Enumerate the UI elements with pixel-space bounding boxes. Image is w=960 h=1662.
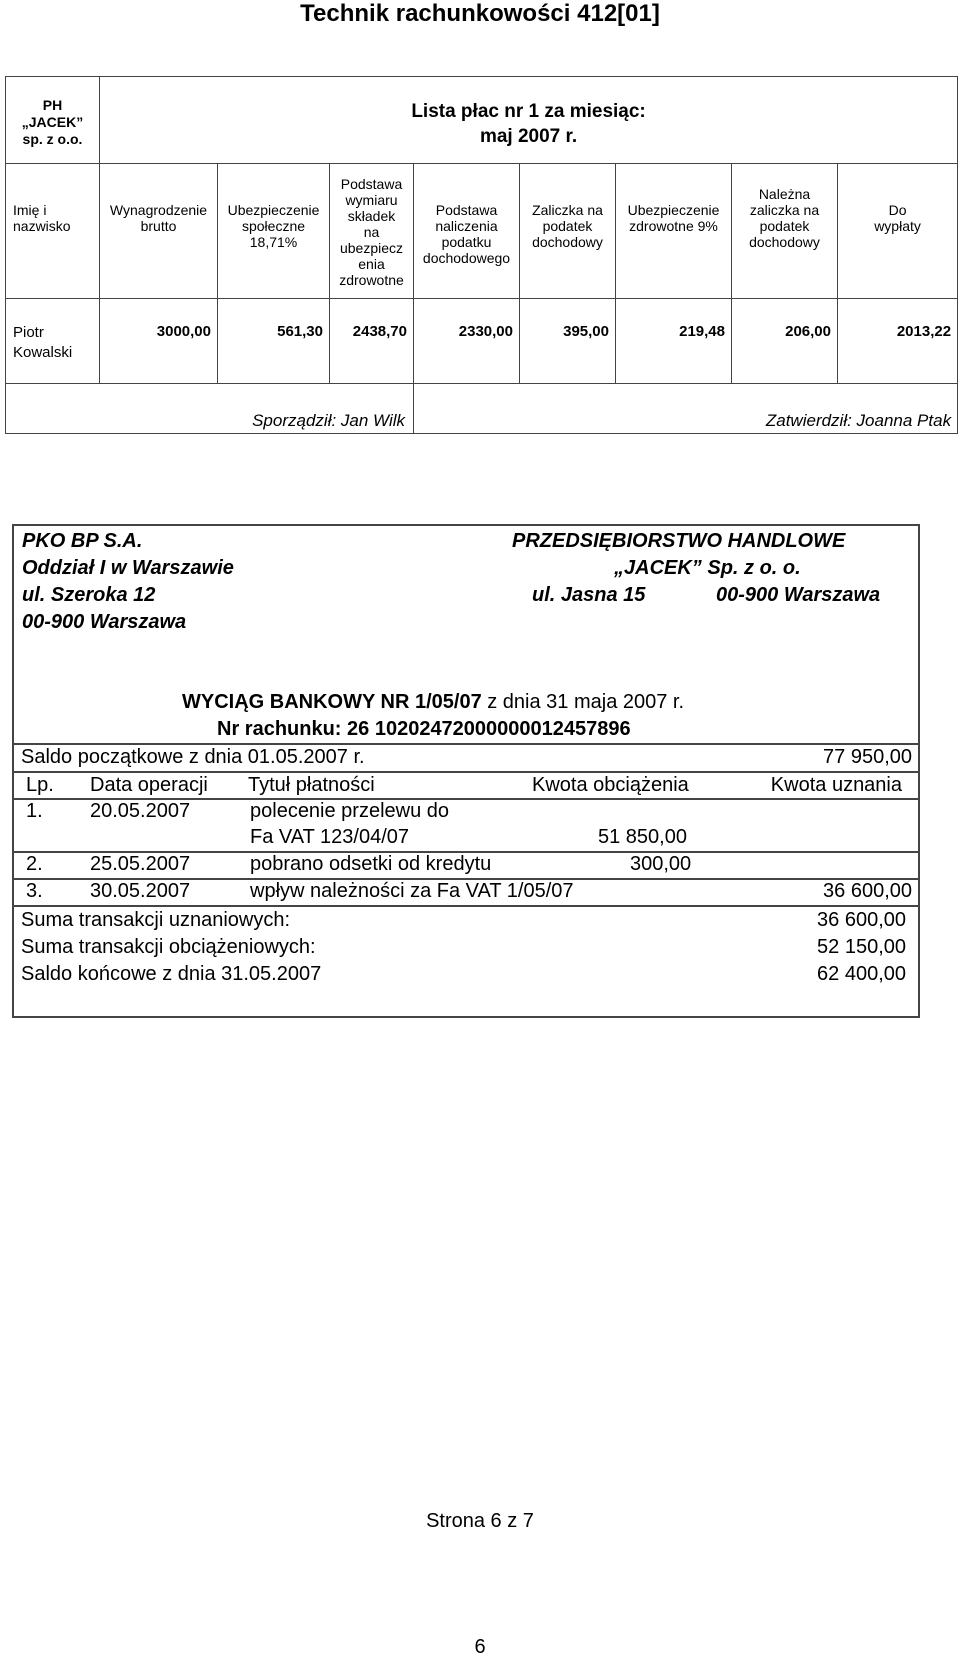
- payroll-heading: Lista płac nr 1 za miesiąc: maj 2007 r.: [100, 77, 958, 164]
- summary-credit-label: Suma transakcji uznaniowych:: [21, 909, 291, 931]
- tx2-debit: 300,00: [630, 853, 692, 875]
- due-tax-value: 206,00: [732, 299, 838, 384]
- tx1-title-line1: polecenie przelewu do: [250, 800, 450, 822]
- company-name-line2: „JACEK” Sp. z o. o.: [614, 557, 801, 579]
- header-lp: Lp.: [26, 774, 54, 796]
- summary-debit-label: Suma transakcji obciążeniowych:: [21, 936, 316, 958]
- table-row: [6, 299, 958, 384]
- opening-balance-label: Saldo początkowe z dnia 01.05.2007 r.: [21, 746, 365, 768]
- prepared-by: Sporządził: Jan Wilk: [6, 384, 414, 434]
- header-title: Tytuł płatności: [248, 774, 375, 796]
- company-city: 00-900 Warszawa: [716, 584, 881, 606]
- col-gross-header: Wynagrodzenie brutto: [100, 164, 218, 299]
- closing-balance-value: 62 400,00: [817, 963, 906, 985]
- col-social-header: Ubezpieczenie społeczne 18,71%: [218, 164, 330, 299]
- header-credit: Kwota uznania: [770, 774, 902, 796]
- signature-row: [6, 384, 958, 434]
- company-name-line1: PRZEDSIĘBIORSTWO HANDLOWE: [512, 530, 846, 552]
- employee-name: Piotr Kowalski: [6, 299, 100, 384]
- page-footer: Strona 6 z 7: [426, 1510, 534, 1532]
- document-title: Technik rachunkowości 412[01]: [300, 0, 660, 27]
- col-tax-advance-header: Zaliczka na podatek dochodowy: [520, 164, 616, 299]
- social-value: 561,30: [218, 299, 330, 384]
- col-health-base-header: Podstawa wymiaru składek na ubezpiecz enia zdrowotne: [330, 164, 414, 299]
- col-tax-base-header: Podstawa naliczenia podatku dochodowego: [414, 164, 520, 299]
- payroll-company: PH „JACEK” sp. z o.o.: [6, 77, 100, 164]
- header-debit: Kwota obciążenia: [532, 774, 689, 796]
- tx1-date: 20.05.2007: [90, 800, 191, 822]
- payroll-header-row: [6, 164, 958, 299]
- tax-base-value: 2330,00: [414, 299, 520, 384]
- tx2-date: 25.05.2007: [90, 853, 191, 875]
- bank-statement: [12, 524, 920, 1018]
- tax-advance-value: 395,00: [520, 299, 616, 384]
- tx1-title-line2: Fa VAT 123/04/07: [250, 826, 409, 848]
- opening-balance-value: 77 950,00: [823, 746, 912, 768]
- col-health-header: Ubezpieczenie zdrowotne 9%: [616, 164, 732, 299]
- tx2-lp: 2.: [26, 853, 43, 875]
- tx3-date: 30.05.2007: [90, 880, 191, 902]
- tx1-debit: 51 850,00: [598, 826, 687, 848]
- account-number: Nr rachunku: 26 10202472000000012457896: [217, 718, 631, 740]
- closing-balance-label: Saldo końcowe z dnia 31.05.2007: [21, 963, 322, 985]
- col-due-tax-header: Należna zaliczka na podatek dochodowy: [732, 164, 838, 299]
- page-number: 6: [474, 1636, 486, 1658]
- payout-value: 2013,22: [838, 299, 958, 384]
- tx3-lp: 3.: [26, 880, 43, 902]
- col-payout-header: Do wypłaty: [838, 164, 958, 299]
- health-value: 219,48: [616, 299, 732, 384]
- header-date: Data operacji: [90, 774, 208, 796]
- company-street: ul. Jasna 15: [532, 584, 646, 606]
- gross-value: 3000,00: [100, 299, 218, 384]
- summary-debit-value: 52 150,00: [817, 936, 906, 958]
- tx2-title: pobrano odsetki od kredytu: [250, 853, 492, 875]
- tx1-lp: 1.: [26, 800, 43, 822]
- tx3-credit: 36 600,00: [823, 880, 912, 902]
- statement-title: WYCIĄG BANKOWY NR 1/05/07 z dnia 31 maja 2007 r.: [182, 691, 685, 713]
- summary-credit-value: 36 600,00: [817, 909, 906, 931]
- approved-by: Zatwierdził: Joanna Ptak: [414, 384, 958, 434]
- tx3-title: wpływ należności za Fa VAT 1/05/07: [250, 880, 574, 902]
- col-name-header: Imię i nazwisko: [6, 164, 100, 299]
- bank-address: PKO BP S.A. Oddział I w Warszawie ul. Szeroka 12 00-900 Warszawa: [22, 530, 234, 633]
- health-base-value: 2438,70: [330, 299, 414, 384]
- payroll-list: [5, 76, 957, 434]
